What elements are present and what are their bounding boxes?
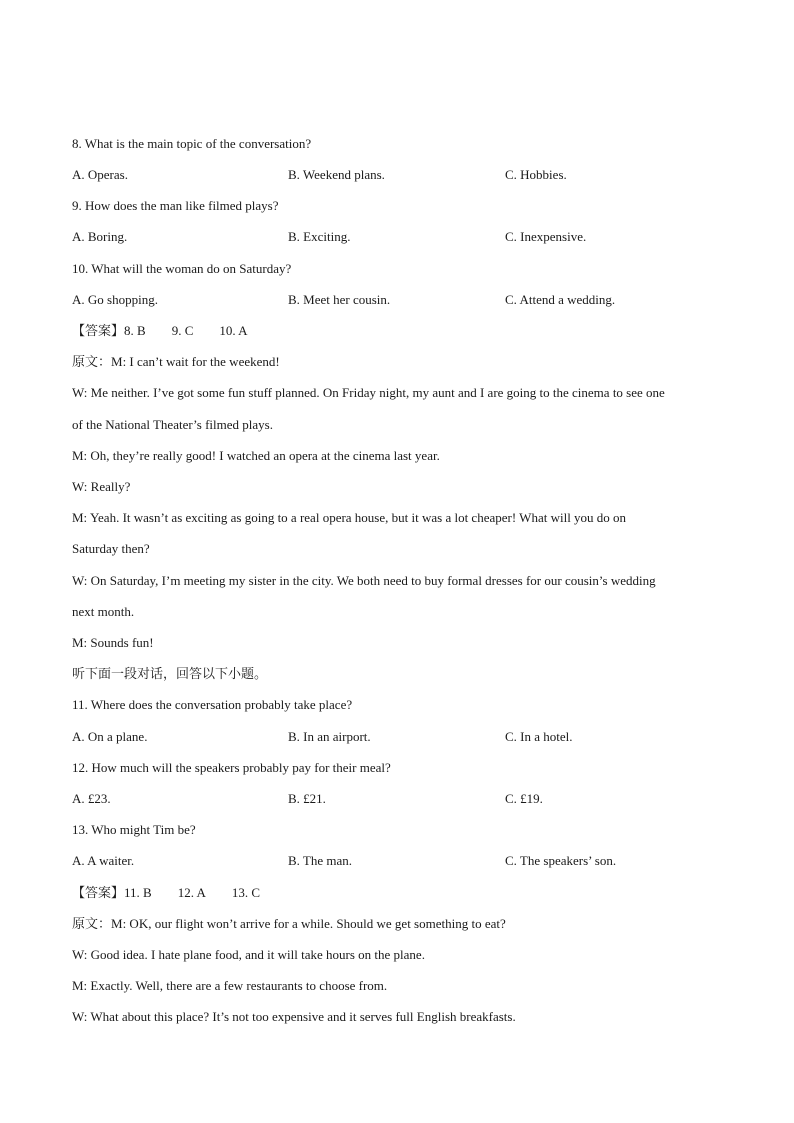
transcript-2-line: W: What about this place? It’s not too expensive and it serves full English breakfasts. (72, 1009, 516, 1024)
question-13: 13. Who might Tim be? (72, 822, 196, 837)
answer-item: 9. C (171, 323, 194, 338)
q9-option-c: C. Inexpensive. (505, 229, 587, 244)
answer-item: 13. C (231, 885, 261, 900)
answer-label: 【答案】 (72, 885, 125, 900)
q12-option-c: C. £19. (505, 791, 543, 806)
transcript-prefix: 原文： (72, 916, 112, 931)
question-10: 10. What will the woman do on Saturday? (72, 261, 292, 276)
q11-option-a: A. On a plane. (72, 729, 148, 744)
question-9-options (72, 229, 722, 245)
transcript-1-line: W: Really? (72, 479, 131, 494)
transcript-1-line: Saturday then? (72, 541, 150, 556)
question-11: 11. Where does the conversation probably take place? (72, 697, 353, 712)
q11-option-c: C. In a hotel. (505, 729, 573, 744)
transcript-text: M: I can’t wait for the weekend! (111, 354, 280, 369)
q8-option-b: B. Weekend plans. (288, 167, 385, 182)
transcript-1-line (72, 354, 280, 370)
q13-option-b: B. The man. (288, 853, 353, 868)
answer-item: 8. B (124, 323, 146, 338)
q10-option-c: C. Attend a wedding. (505, 292, 616, 307)
answer-item: 10. A (219, 323, 248, 338)
answer-key-1 (72, 323, 248, 339)
q9-option-a: A. Boring. (72, 229, 128, 244)
q13-option-a: A. A waiter. (72, 853, 135, 868)
question-12: 12. How much will the speakers probably pay for their meal? (72, 760, 391, 775)
answer-key-2 (72, 885, 260, 901)
transcript-1-line: M: Sounds fun! (72, 635, 154, 650)
q10-option-b: B. Meet her cousin. (288, 292, 391, 307)
transcript-2-line: W: Good idea. I hate plane food, and it will take hours on the plane. (72, 947, 425, 962)
transcript-prefix: 原文： (72, 354, 112, 369)
transcript-2-line: M: Exactly. Well, there are a few restaurants to choose from. (72, 978, 388, 993)
q12-option-a: A. £23. (72, 791, 111, 806)
answer-label: 【答案】 (72, 323, 125, 338)
question-10-options (72, 292, 722, 308)
transcript-1-line: M: Yeah. It wasn’t as exciting as going to a real opera house, but it was a lot cheaper! What will you do on (72, 510, 627, 525)
transcript-2-line (72, 916, 506, 932)
section-instruction: 听下面一段对话，回答以下小题。 (72, 666, 268, 681)
question-12-options (72, 791, 722, 807)
q10-option-a: A. Go shopping. (72, 292, 158, 307)
question-13-options (72, 853, 722, 869)
transcript-1-line: W: Me neither. I’ve got some fun stuff planned. On Friday night, my aunt and I are going to the cinema to see one (72, 385, 665, 400)
transcript-1-line: of the National Theater’s filmed plays. (72, 417, 273, 432)
question-8-options (72, 167, 722, 183)
answer-item: 12. A (177, 885, 206, 900)
question-8: 8. What is the main topic of the conversation? (72, 136, 312, 151)
q9-option-b: B. Exciting. (288, 229, 351, 244)
transcript-text: M: OK, our flight won’t arrive for a while. Should we get something to eat? (111, 916, 506, 931)
question-9: 9. How does the man like filmed plays? (72, 198, 279, 213)
q8-option-c: C. Hobbies. (505, 167, 567, 182)
transcript-1-line: W: On Saturday, I’m meeting my sister in the city. We both need to buy formal dresses for our cousin’s wedding (72, 573, 656, 588)
question-11-options (72, 729, 722, 745)
q13-option-c: C. The speakers’ son. (505, 853, 617, 868)
transcript-1-line: M: Oh, they’re really good! I watched an opera at the cinema last year. (72, 448, 440, 463)
answer-item: 11. B (124, 885, 152, 900)
transcript-1-line: next month. (72, 604, 135, 619)
q11-option-b: B. In an airport. (288, 729, 371, 744)
q8-option-a: A. Operas. (72, 167, 128, 182)
q12-option-b: B. £21. (288, 791, 326, 806)
